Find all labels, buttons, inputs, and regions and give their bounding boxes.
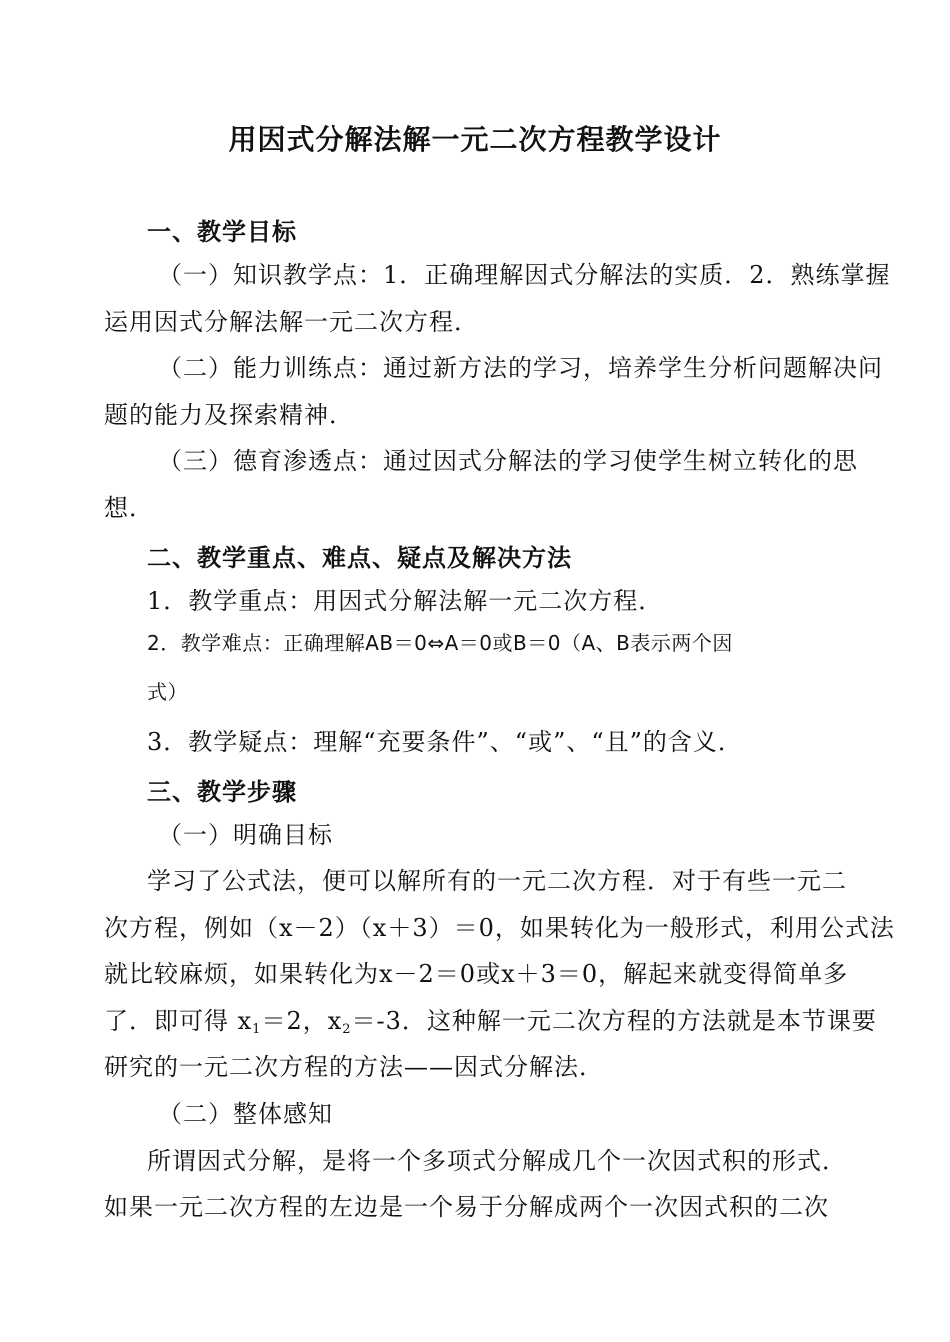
section-heading-objectives: 一、教学目标	[147, 218, 297, 246]
paragraph-line: 次方程，例如（x－2）（x＋3）＝0，如果转化为一般形式，利用公式法	[104, 914, 895, 942]
paragraph-line	[104, 1006, 877, 1045]
list-item-continuation: 式）	[147, 680, 188, 704]
subscript: 2	[342, 1022, 352, 1037]
paragraph-line: （一）知识教学点：1．正确理解因式分解法的实质．2．熟练掌握	[158, 261, 891, 289]
section-heading-key-points: 二、教学重点、难点、疑点及解决方法	[147, 544, 572, 572]
text-run: 了．即可得 x	[104, 1007, 253, 1035]
list-item: 3．教学疑点：理解“充要条件”、“或”、“且”的含义．	[147, 728, 743, 756]
paragraph-line: 题的能力及探索精神．	[104, 401, 354, 429]
paragraph-line: 想．	[104, 494, 154, 522]
subscript: 1	[252, 1022, 262, 1037]
paragraph-line: 研究的一元二次方程的方法——因式分解法．	[104, 1053, 604, 1081]
list-item: 2．教学难点：正确理解AB＝0⇔A＝0或B＝0（A、B表示两个因	[147, 631, 733, 655]
list-item: 1．教学重点：用因式分解法解一元二次方程．	[147, 587, 664, 615]
subsection-heading: （二）整体感知	[158, 1100, 333, 1128]
paragraph-line: 如果一元二次方程的左边是一个易于分解成两个一次因式积的二次	[104, 1193, 829, 1221]
subsection-heading: （一）明确目标	[158, 821, 333, 849]
section-heading-steps: 三、教学步骤	[147, 778, 297, 806]
text-run: ＝2，x	[261, 1007, 343, 1035]
paragraph-line: 运用因式分解法解一元二次方程．	[104, 308, 479, 336]
paragraph-line: （二）能力训练点：通过新方法的学习，培养学生分析问题解决问	[158, 354, 883, 382]
paragraph-line: 就比较麻烦，如果转化为x－2＝0或x＋3＝0，解起来就变得简单多	[104, 960, 849, 988]
paragraph-line: （三）德育渗透点：通过因式分解法的学习使学生树立转化的思	[158, 447, 858, 475]
paragraph-line: 所谓因式分解，是将一个多项式分解成几个一次因式积的形式．	[147, 1147, 847, 1175]
document-title: 用因式分解法解一元二次方程教学设计	[228, 123, 722, 156]
paragraph-line: 学习了公式法，便可以解所有的一元二次方程．对于有些一元二	[147, 867, 847, 895]
text-run: ＝-3．这种解一元二次方程的方法就是本节课要	[351, 1007, 877, 1035]
